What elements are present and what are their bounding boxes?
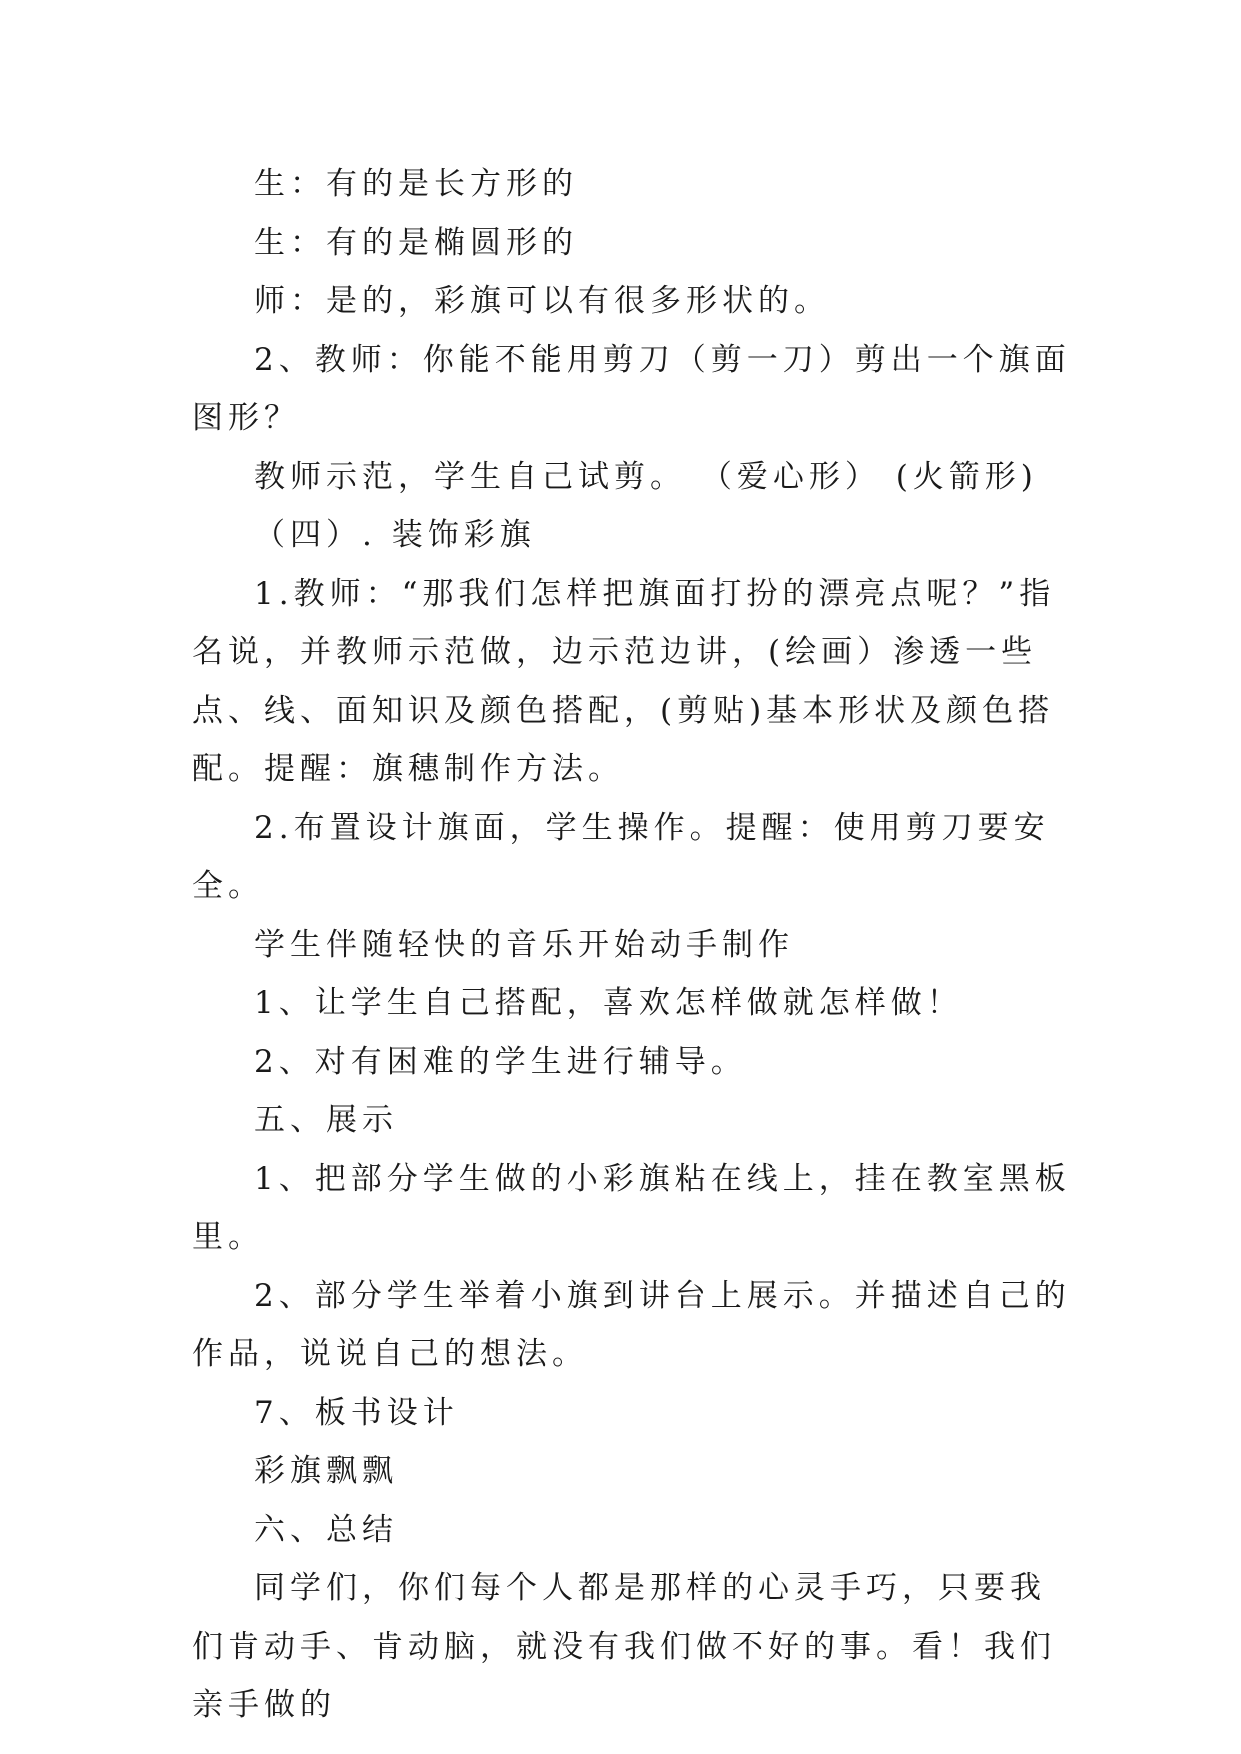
paragraph: 1、让学生自己搭配，喜欢怎样做就怎样做！ <box>254 985 963 1021</box>
paragraph: 2、部分学生举着小旗到讲台上展示。并描述自己的作品，说说自己的想法。 <box>192 1277 1071 1372</box>
section-heading: （四）. 装饰彩旗 <box>254 517 536 553</box>
paragraph: 师：是的，彩旗可以有很多形状的。 <box>254 283 830 319</box>
paragraph: 生：有的是椭圆形的 <box>254 224 578 261</box>
section-heading: 五、展示 <box>254 1102 398 1138</box>
paragraph: 教师示范，学生自己试剪。 （爱心形） (火箭形) <box>254 458 1038 495</box>
paragraph: 1、把部分学生做的小彩旗粘在线上，挂在教室黑板里。 <box>192 1160 1071 1255</box>
paragraph: 生：有的是长方形的 <box>254 166 578 202</box>
paragraph: 2、教师：你能不能用剪刀（剪一刀）剪出一个旗面图形？ <box>192 341 1071 436</box>
document-body <box>192 155 1072 1735</box>
paragraph: 学生伴随轻快的音乐开始动手制作 <box>254 926 794 963</box>
paragraph: 同学们，你们每个人都是那样的心灵手巧，只要我们肯动手、肯动脑，就没有我们做不好的事。看！我们亲手做的 <box>192 1570 1056 1723</box>
section-heading: 7、板书设计 <box>254 1394 459 1431</box>
paragraph: 彩旗飘飘 <box>254 1453 398 1489</box>
paragraph: 2、对有困难的学生进行辅导。 <box>254 1043 747 1080</box>
paragraph: 1.教师：“那我们怎样把旗面打扮的漂亮点呢？”指名说，并教师示范做，边示范边讲，(绘画）渗透一些点、线、面知识及颜色搭配，(剪贴)基本形状及颜色搭配。提醒：旗穗制作方法。 <box>192 575 1056 787</box>
section-heading: 六、总结 <box>254 1511 398 1548</box>
paragraph: 2.布置设计旗面，学生操作。提醒：使用剪刀要安全。 <box>192 809 1050 904</box>
